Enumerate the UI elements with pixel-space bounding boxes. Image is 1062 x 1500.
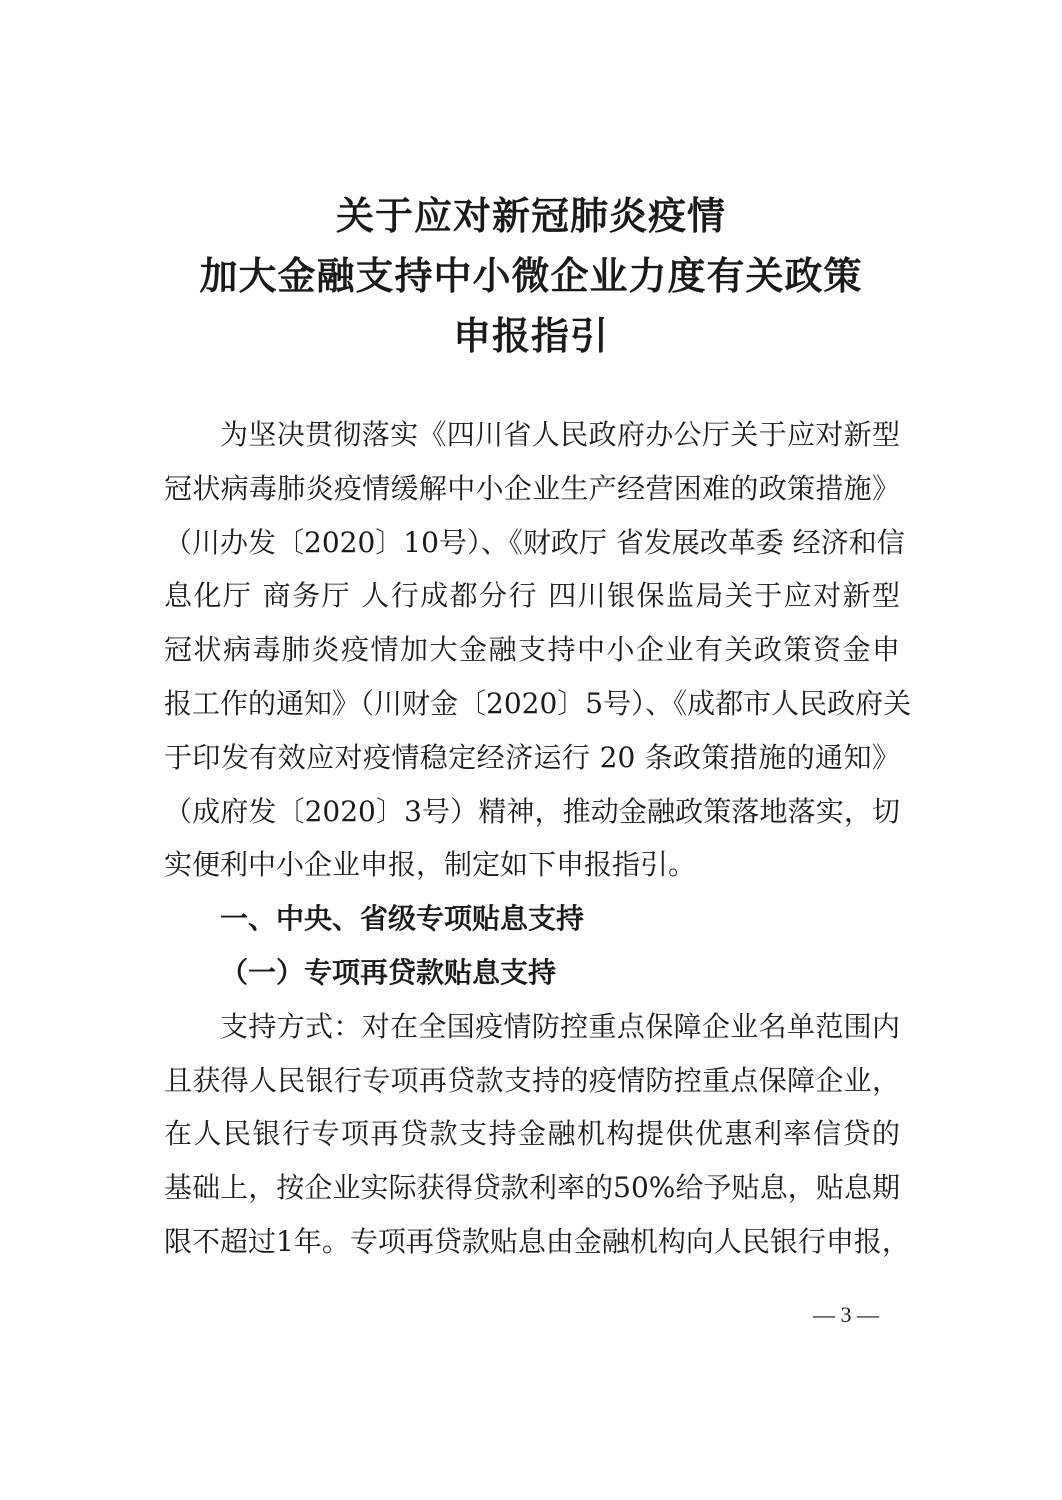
title-line-1: 关于应对新冠肺炎疫情	[335, 193, 726, 238]
support-line-4: 基础上，按企业实际获得贷款利率的50%给予贴息，贴息期	[164, 1171, 900, 1205]
support-paragraph	[164, 1000, 910, 1269]
intro-line-5: 冠状病毒肺炎疫情加大金融支持中小企业有关政策资金申	[164, 633, 900, 667]
intro-line-8: （成府发〔2020〕3号）精神，推动金融政策落地落实，切	[164, 794, 900, 828]
document-body	[164, 408, 912, 1269]
support-line-3: 在人民银行专项再贷款支持金融机构提供优惠利率信贷的	[164, 1117, 900, 1151]
page-number: — 3 —	[813, 1302, 879, 1327]
intro-line-9: 实便利中小企业申报，制定如下申报指引。	[164, 848, 697, 882]
intro-line-6: 报工作的通知》（川财金〔2020〕5号）、《成都市人民政府关	[164, 686, 912, 720]
intro-line-1: 为坚决贯彻落实《四川省人民政府办公厅关于应对新型	[220, 418, 900, 451]
section-heading-1: 一、中央、省级专项贴息支持	[220, 902, 585, 936]
support-line-1: 支持方式：对在全国疫情防控重点保障企业名单范围内	[220, 1009, 900, 1043]
title-line-3: 申报指引	[452, 313, 609, 358]
intro-paragraph	[164, 408, 912, 892]
intro-line-4: 息化厅 商务厅 人行成都分行 四川银保监局关于应对新型	[164, 579, 900, 613]
support-line-2: 且获得人民银行专项再贷款支持的疫情防控重点保障企业，	[164, 1063, 900, 1097]
document-title	[0, 186, 1062, 366]
intro-line-7: 于印发有效应对疫情稳定经济运行 20 条政策措施的通知》	[164, 740, 900, 774]
intro-line-3: （川办发〔2020〕10号）、《财政厅 省发展改革委 经济和信	[164, 525, 905, 559]
subsection-heading-1: （一）专项再贷款贴息支持	[220, 955, 557, 989]
intro-line-2: 冠状病毒肺炎疫情缓解中小企业生产经营困难的政策措施》	[164, 471, 900, 505]
support-line-5: 限不超过1年。专项再贷款贴息由金融机构向人民银行申报，	[164, 1224, 910, 1258]
title-line-2: 加大金融支持中小微企业力度有关政策	[199, 253, 863, 298]
